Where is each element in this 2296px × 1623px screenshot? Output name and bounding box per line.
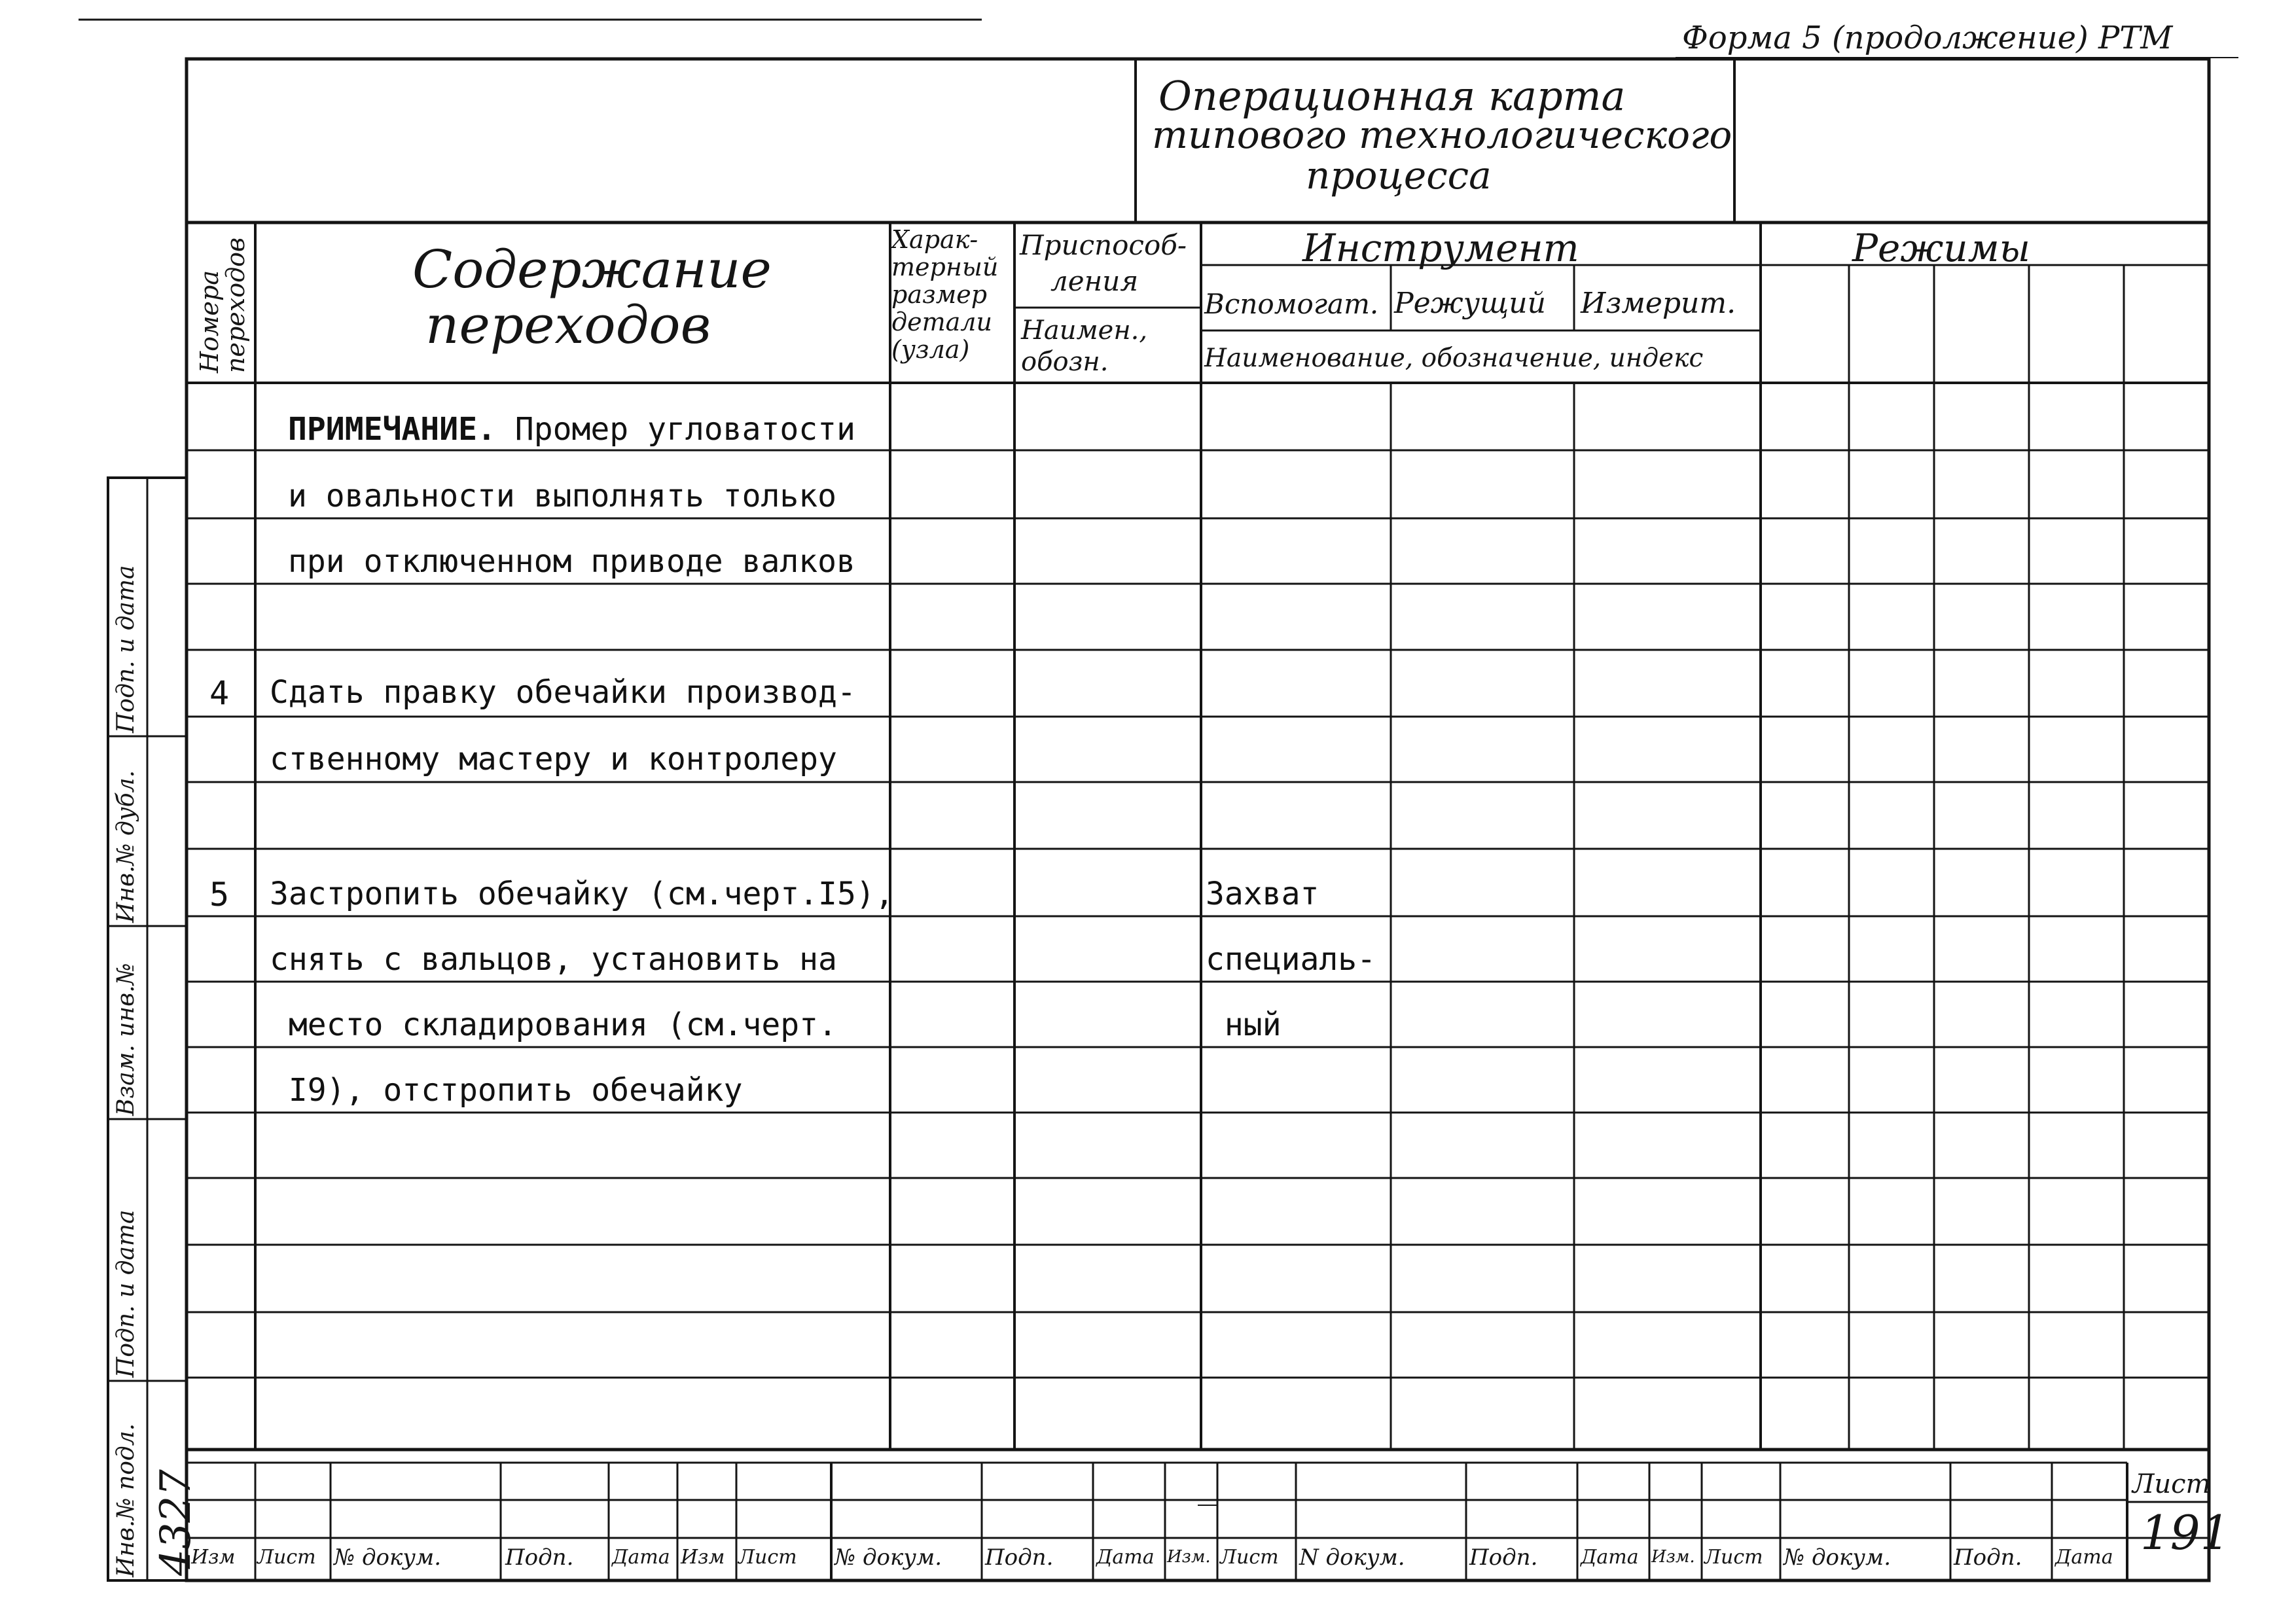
note-line2: и овальности выполнять только	[288, 478, 837, 514]
header-char-size-l2: терный	[891, 253, 999, 281]
step-5-number: 5	[209, 876, 230, 914]
header-content-line2: переходов	[425, 294, 711, 355]
footer-cell-1: Изм	[191, 1546, 236, 1569]
footer-cell-17: Лист	[1704, 1546, 1763, 1569]
step-5-tool-line2: специаль-	[1206, 941, 1376, 978]
card-title-line1: Операционная карта	[1158, 72, 1626, 120]
footer-cell-19: Подп.	[1954, 1544, 2022, 1571]
step-5-tool-line3: ный	[1206, 1007, 1282, 1043]
note-line1	[288, 411, 855, 448]
header-fixtures-line2: ления	[1050, 265, 1139, 297]
header-char-size-l5: (узла)	[891, 335, 970, 364]
footer-cell-3: № докум.	[334, 1544, 442, 1571]
header-tools: Инструмент	[1302, 226, 1579, 270]
footer-cell-2: Лист	[257, 1546, 316, 1569]
header-char-size-l3: размер	[891, 280, 988, 309]
header-char-size	[891, 226, 998, 363]
step-4-number: 4	[209, 674, 230, 712]
footer-cell-5: Дата	[612, 1546, 670, 1569]
footer-cell-4: Подп.	[505, 1544, 574, 1571]
card-title-line3: процесса	[1306, 153, 1492, 198]
footer-sheet-label: Лист	[2132, 1469, 2211, 1499]
footer-cell-13: N докум.	[1299, 1544, 1405, 1571]
header-char-size-l1: Харак-	[891, 225, 978, 254]
footer-cell-11: Изм.	[1167, 1547, 1211, 1567]
step-5-line4: I9), отстропить обечайку	[270, 1072, 743, 1109]
side-label-inv-dup: Инв.№ дубл.	[113, 770, 139, 923]
note-line1-text: Промер угловатости	[495, 411, 855, 448]
footer-cell-15: Дата	[1581, 1546, 1639, 1569]
header-content-line1: Содержание	[412, 239, 772, 300]
header-tools-cut: Режущий	[1394, 287, 1546, 320]
card-title-line2: типового технологического	[1152, 113, 1732, 157]
step-5-line2: снять с вальцов, установить на	[270, 941, 837, 978]
footer-cell-6: Изм	[681, 1546, 725, 1569]
header-fixtures-sub-line1: Наимен.,	[1021, 315, 1148, 346]
header-step-numbers-text: Номера переходов	[195, 237, 250, 373]
footer-cell-16: Изм.	[1651, 1547, 1695, 1567]
footer-cell-10: Дата	[1096, 1546, 1155, 1569]
header-tools-aux: Вспомогат.	[1204, 288, 1379, 320]
header-tools-meas: Измерит.	[1581, 287, 1736, 320]
step-5-line3: место складирования (см.черт.	[270, 1007, 837, 1043]
footer-cell-7: Лист	[738, 1546, 797, 1569]
footer-cell-18: № докум.	[1784, 1544, 1892, 1571]
side-label-sign-date-1: Подп. и дата	[113, 1209, 139, 1378]
header-modes: Режимы	[1852, 226, 2030, 270]
header-char-size-l4: детали	[891, 308, 992, 336]
step-4-line2: ственному мастеру и контролеру	[270, 741, 837, 777]
header-step-numbers	[196, 216, 249, 373]
header-tools-sub: Наименование, обозначение, индекс	[1204, 344, 1704, 373]
footer-cell-20: Дата	[2055, 1546, 2113, 1569]
step-5-line1: Застропить обечайку (см.черт.I5),	[270, 876, 894, 912]
step-4-line1: Сдать правку обечайки производ-	[270, 674, 856, 711]
form-label: Форма 5 (продолжение) РТМ	[1682, 20, 2173, 56]
footer-cell-12: Лист	[1220, 1546, 1279, 1569]
footer-cell-8: № докум.	[834, 1544, 942, 1571]
side-label-sign-date-2: Подп. и дата	[113, 565, 139, 733]
note-label: ПРИМЕЧАНИЕ.	[288, 411, 496, 448]
note-line3: при отключенном приводе валков	[288, 543, 855, 580]
footer-cell-9: Подп.	[985, 1544, 1054, 1571]
side-inv-number: 4327	[152, 1469, 200, 1576]
footer-sheet-number: 191	[2140, 1505, 2231, 1560]
header-fixtures-sub-line2: обозн.	[1021, 347, 1109, 377]
footer-cell-14: Подп.	[1469, 1544, 1538, 1571]
header-fixtures-line1: Приспособ-	[1020, 229, 1187, 261]
step-5-tool-line1: Захват	[1206, 876, 1319, 912]
side-label-replace-inv: Взам. инв.№	[113, 963, 139, 1116]
side-label-inv-orig: Инв.№ подл.	[113, 1423, 139, 1577]
